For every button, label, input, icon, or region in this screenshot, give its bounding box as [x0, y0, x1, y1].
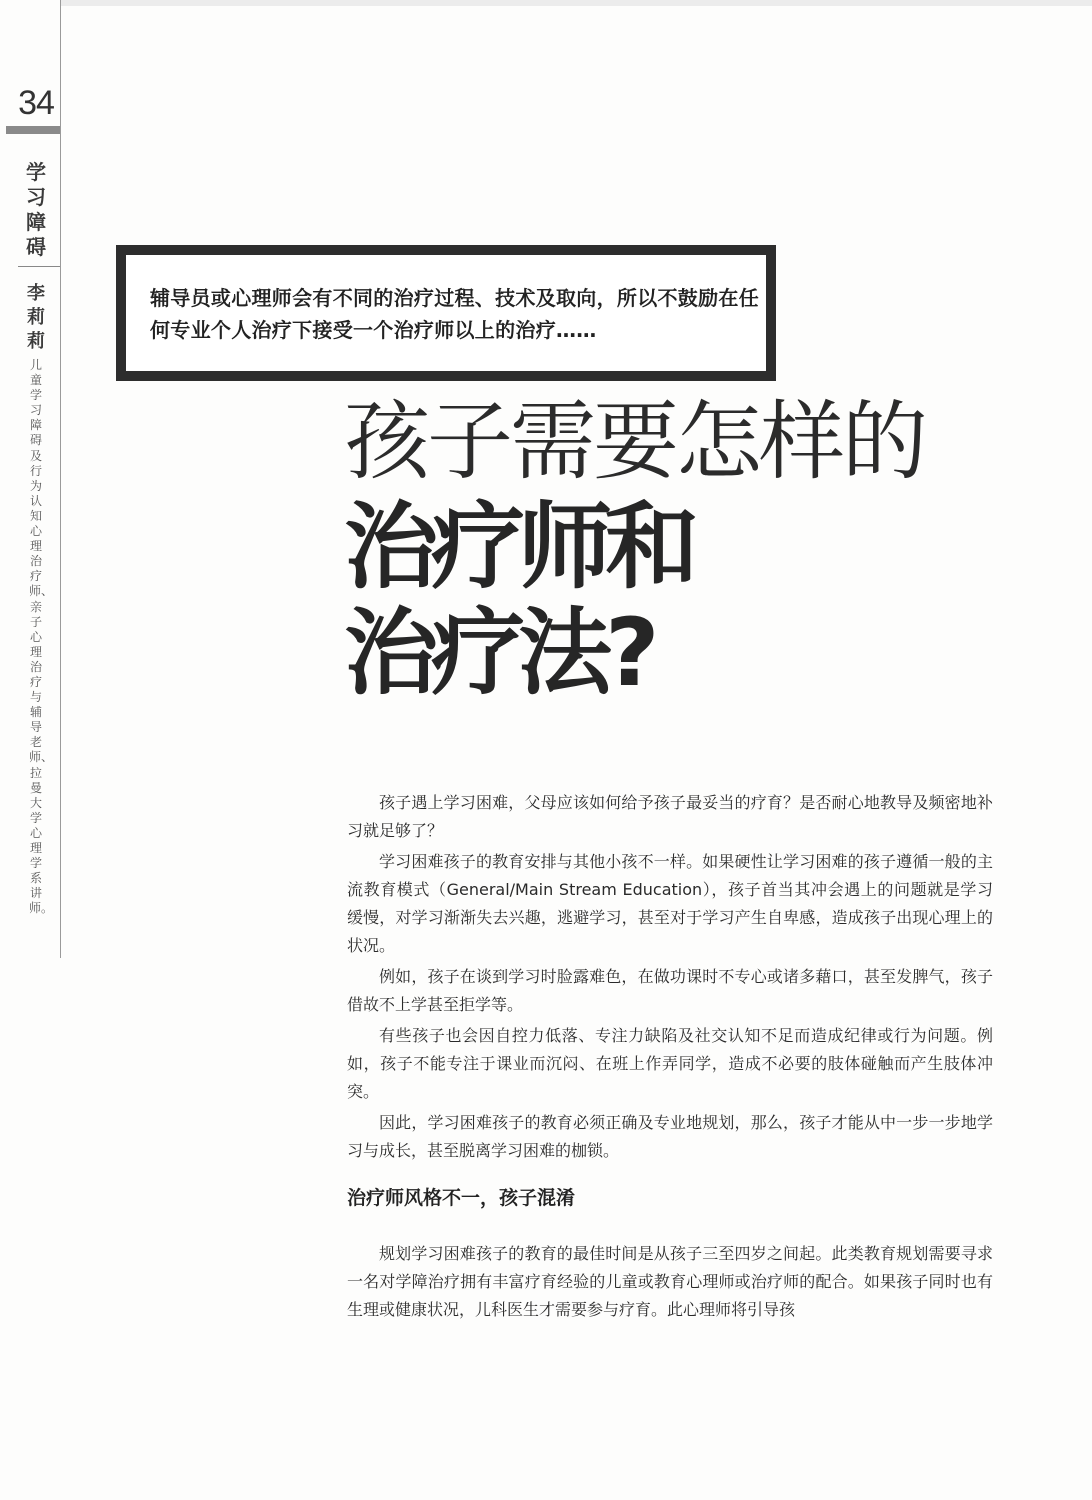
author-bio: 儿童学习障碍及行为认知心理治疗师、亲子心理治疗与辅导老师、拉曼大学心理学系讲师。: [29, 358, 54, 916]
sidebar-divider: [18, 266, 60, 267]
margin-rule: [60, 0, 61, 958]
section-subheading: 治疗师风格不一，孩子混淆: [347, 1187, 576, 1209]
body-paragraph: 因此，学习困难孩子的教育必须正确及专业地规划，那么，孩子才能从中一步一步地学习与成长，甚至脱离学习困难的枷锁。: [347, 1113, 993, 1160]
body-paragraph: 例如，孩子在谈到学习时脸露难色，在做功课时不专心或诸多藉口，甚至发脾气，孩子借故不上学甚至拒学等。: [347, 967, 993, 1014]
page-number: 34: [18, 84, 54, 122]
page-top-edge: [60, 0, 1092, 6]
body-paragraph: 有些孩子也会因自控力低落、专注力缺陷及社交认知不足而造成纪律或行为问题。例如，孩子不能专注于课业而沉闷、在班上作弄同学，造成不必要的肢体碰触而产生肢体冲突。: [347, 1026, 993, 1101]
article-body: [347, 789, 993, 1168]
body-paragraph: 孩子遇上学习困难，父母应该如何给予孩子最妥当的疗育？是否耐心地教导及频密地补习就足够了？: [347, 793, 993, 840]
page-number-bar: [6, 126, 60, 134]
pull-quote-box: [116, 245, 776, 381]
article-body-continued: [347, 1240, 993, 1324]
series-title: 学习障碍: [26, 160, 46, 259]
article-title-line-3: 治疗法?: [344, 599, 653, 708]
body-paragraph: 规划学习困难孩子的教育的最佳时间是从孩子三至四岁之间起。此类教育规划需要寻求一名对学障治疗拥有丰富疗育经验的儿童或教育心理师或治疗师的配合。如果孩子同时也有生理或健康状况，儿科医生才需要参与疗育。此心理师将引导孩: [347, 1244, 993, 1319]
article-title-line-2: 治疗师和: [344, 493, 693, 602]
author-name: 李莉莉: [27, 283, 45, 352]
article-title-line-1: 孩子需要怎样的: [344, 392, 925, 492]
pull-quote-text: 辅导员或心理师会有不同的治疗过程、技术及取向，所以不鼓励在任何专业个人治疗下接受一个治疗师以上的治疗……: [150, 286, 759, 342]
body-paragraph: 学习困难孩子的教育安排与其他小孩不一样。如果硬性让学习困难的孩子遵循一般的主流教育模式（General/Main Stream Education），孩子首当其冲会遇上的问题就是学习缓慢，对学习渐渐失去兴趣，逃避学习，甚至对于学习产生自卑感，造成孩子出现心理上的状况。: [347, 852, 993, 955]
